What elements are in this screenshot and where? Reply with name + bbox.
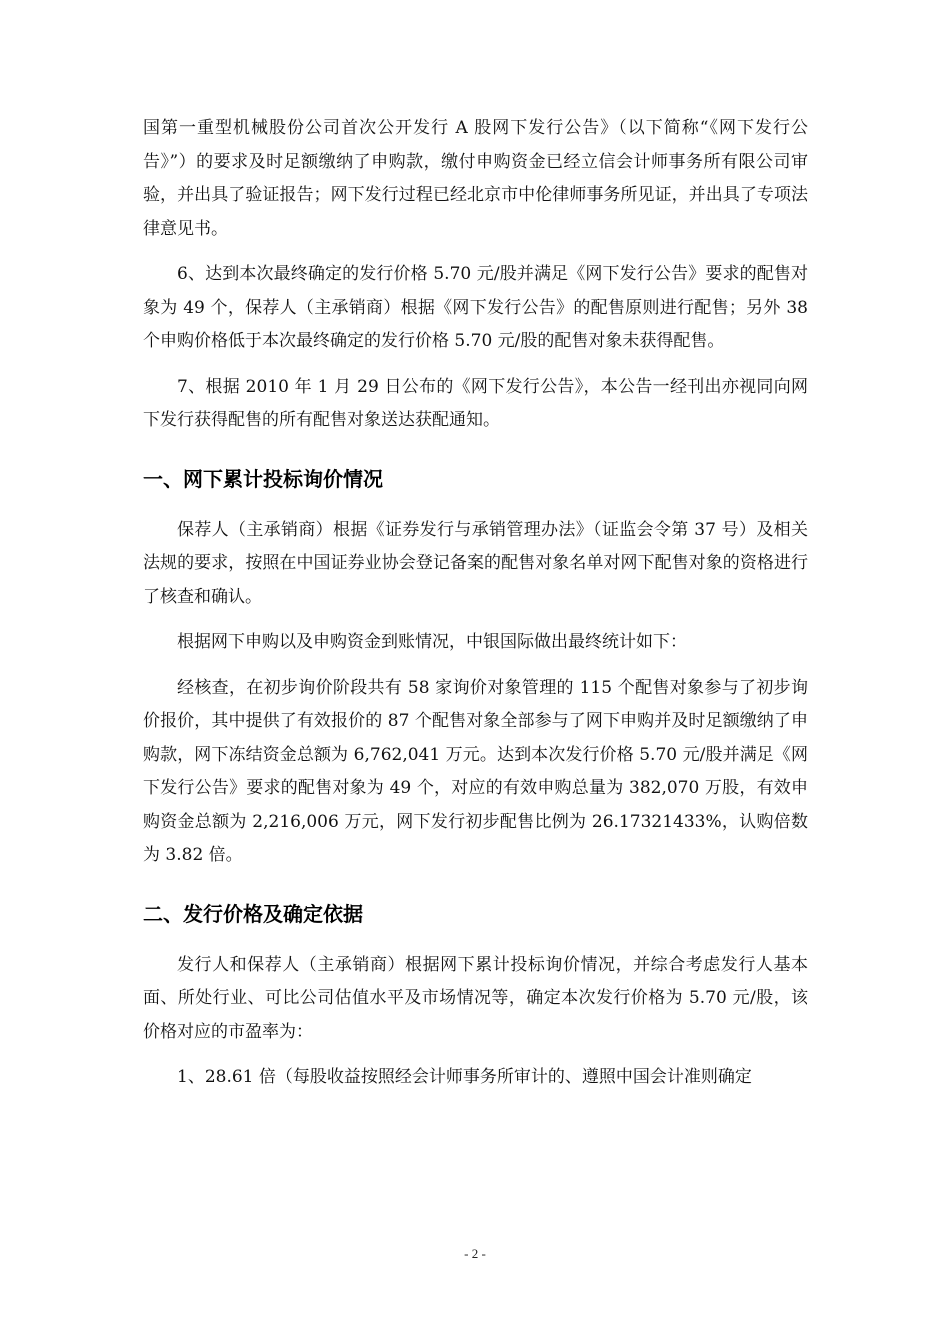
section1-paragraph-2: 根据网下申购以及申购资金到账情况，中银国际做出最终统计如下： bbox=[177, 632, 687, 652]
paragraph-item-7: 7、根据 2010 年 1 月 29 日公布的《网下发行公告》，本公告一经刊出亦视同向网下发行获得配售的所有配售对象送达获配通知。 bbox=[143, 376, 808, 430]
document-page bbox=[143, 112, 808, 1095]
paragraph-continuation: 国第一重型机械股份公司首次公开发行 A 股网下发行公告》（以下简称“《网下发行公告》”）的要求及时足额缴纳了申购款，缴付申购资金已经立信会计师事务所有限公司审验，并出具了验证报告；网下发行过程已经北京市中伦律师事务所见证，并出具了专项法律意见书。 bbox=[143, 118, 808, 239]
paragraph-item-6: 6、达到本次最终确定的发行价格 5.70 元/股并满足《网下发行公告》要求的配售对象为 49 个，保荐人（主承销商）根据《网下发行公告》的配售原则进行配售；另外 38 个申购价格低于本次最终确定的发行价格 5.70 元/股的配售对象未获得配售。 bbox=[143, 264, 808, 351]
section1-paragraph-1: 保荐人（主承销商）根据《证券发行与承销管理办法》（证监会令第 37 号）及相关法规的要求，按照在中国证券业协会登记备案的配售对象名单对网下配售对象的资格进行了核查和确认。 bbox=[143, 519, 808, 607]
section-heading-2: 二、发行价格及确定依据 bbox=[143, 901, 363, 926]
section2-paragraph-2: 1、28.61 倍（每股收益按照经会计师事务所审计的、遵照中国会计准则确定 bbox=[177, 1067, 752, 1087]
section1-paragraph-3: 经核查，在初步询价阶段共有 58 家询价对象管理的 115 个配售对象参与了初步询价报价，其中提供了有效报价的 87 个配售对象全部参与了网下申购并及时足额缴纳了申购款，网下冻结资金总额为 6,762,041 万元。达到本次发行价格 5.70 元/股并满足《网下发行公告》要求的配售对象为 49 个，对应的有效申购总量为 382,070 万股，有效申购资金总额为 2,216,006 万元，网下发行初步配售比例为 26.17321433%，认购倍数为 3.82 倍。 bbox=[143, 677, 808, 865]
page-number: - 2 - bbox=[464, 1246, 486, 1261]
section2-paragraph-1: 发行人和保荐人（主承销商）根据网下累计投标询价情况，并综合考虑发行人基本面、所处行业、可比公司估值水平及市场情况等，确定本次发行价格为 5.70 元/股，该价格对应的市盈率为： bbox=[143, 954, 808, 1042]
section-heading-1: 一、网下累计投标询价情况 bbox=[143, 466, 383, 491]
